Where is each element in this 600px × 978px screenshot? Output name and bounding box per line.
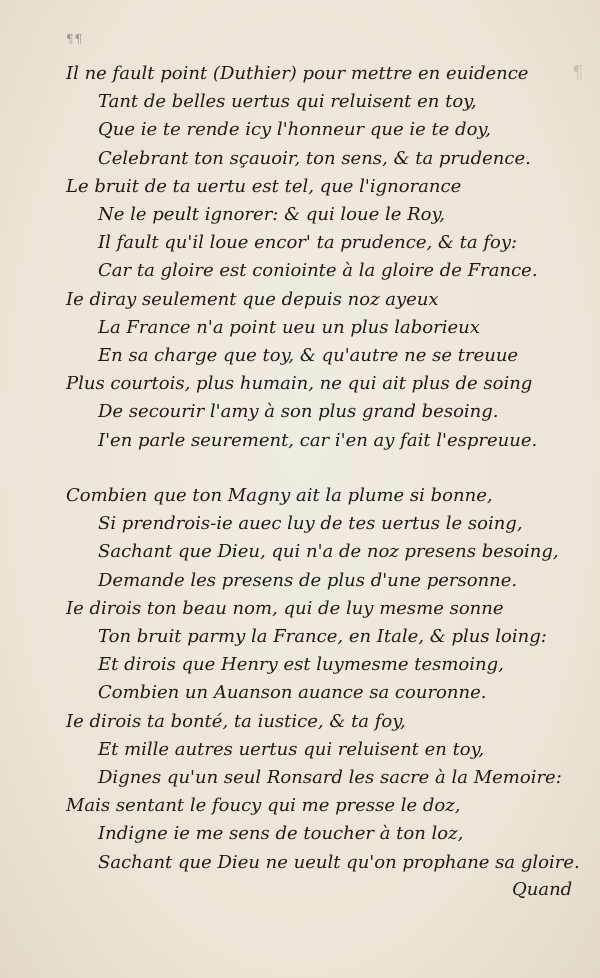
poem-line: Que ie te rende icy l'honneur que ie te doy,	[98, 119, 491, 141]
poem-line: Ne le peult ignorer: & qui loue le Roy,	[98, 204, 446, 225]
poem-line: Combien un Auanson auance sa couronne.	[98, 682, 487, 704]
poem-line: I'en parle seurement, car i'en ay fait l'espreuue.	[98, 429, 538, 451]
poem-line: Celebrant ton sçauoir, ton sens, & ta prudence.	[98, 147, 531, 169]
poem-line: Car ta gloire est coniointe à la gloire de France.	[98, 260, 538, 282]
poem-line: Tant de belles uertus qui reluisent en toy,	[98, 91, 477, 113]
poem-line: Ie diray seulement que depuis noz ayeux	[66, 288, 439, 310]
poem-line: Si prendrois-ie auec luy de tes uertus le soing,	[98, 513, 523, 535]
poem-line: Et dirois que Henry est luymesme tesmoing,	[98, 654, 504, 676]
poem-line: Dignes qu'un seul Ronsard les sacre à la Memoire:	[98, 767, 562, 788]
poem-line: Sachant que Dieu ne ueult qu'on prophane sa gloire.	[98, 851, 580, 873]
poem-line: Il ne fault point (Duthier) pour mettre en euidence	[66, 63, 529, 84]
poem-line: Mais sentant le foucy qui me presse le doz,	[66, 795, 461, 817]
poem-line: Et mille autres uertus qui reluisent en toy,	[98, 738, 485, 760]
poem-line: Le bruit de ta uertu est tel, que l'ignorance	[66, 175, 462, 197]
poem-line: Sachant que Dieu, qui n'a de noz presens besoing,	[98, 541, 559, 563]
bleed-through-mark: ¶	[572, 62, 584, 83]
poem-line: La France n'a point ueu un plus laborieux	[98, 316, 480, 338]
poem-line: Combien que ton Magny ait la plume si bonne,	[66, 485, 493, 506]
poem-line: De secourir l'amy à son plus grand besoing.	[98, 401, 499, 423]
poem-line: Plus courtois, plus humain, ne qui ait plus de soing	[66, 373, 533, 395]
poem-line: Ton bruit parmy la France, en Itale, & plus loing:	[98, 626, 547, 647]
poem-line: En sa charge que toy, & qu'autre ne se treuue	[98, 345, 519, 366]
poem-line: Ie dirois ta bonté, ta iustice, & ta foy,	[66, 710, 406, 732]
poem-line: Ie dirois ton beau nom, qui de luy mesme sonne	[66, 597, 504, 619]
corner-mark: ¶¶	[66, 32, 84, 46]
poem-line: Il fault qu'il loue encor' ta prudence, & ta foy:	[98, 232, 518, 254]
catchword: Quand	[512, 879, 573, 900]
poem-line: Demande les presens de plus d'une personne.	[98, 569, 518, 591]
poem-line: Indigne ie me sens de toucher à ton loz,	[98, 823, 464, 845]
